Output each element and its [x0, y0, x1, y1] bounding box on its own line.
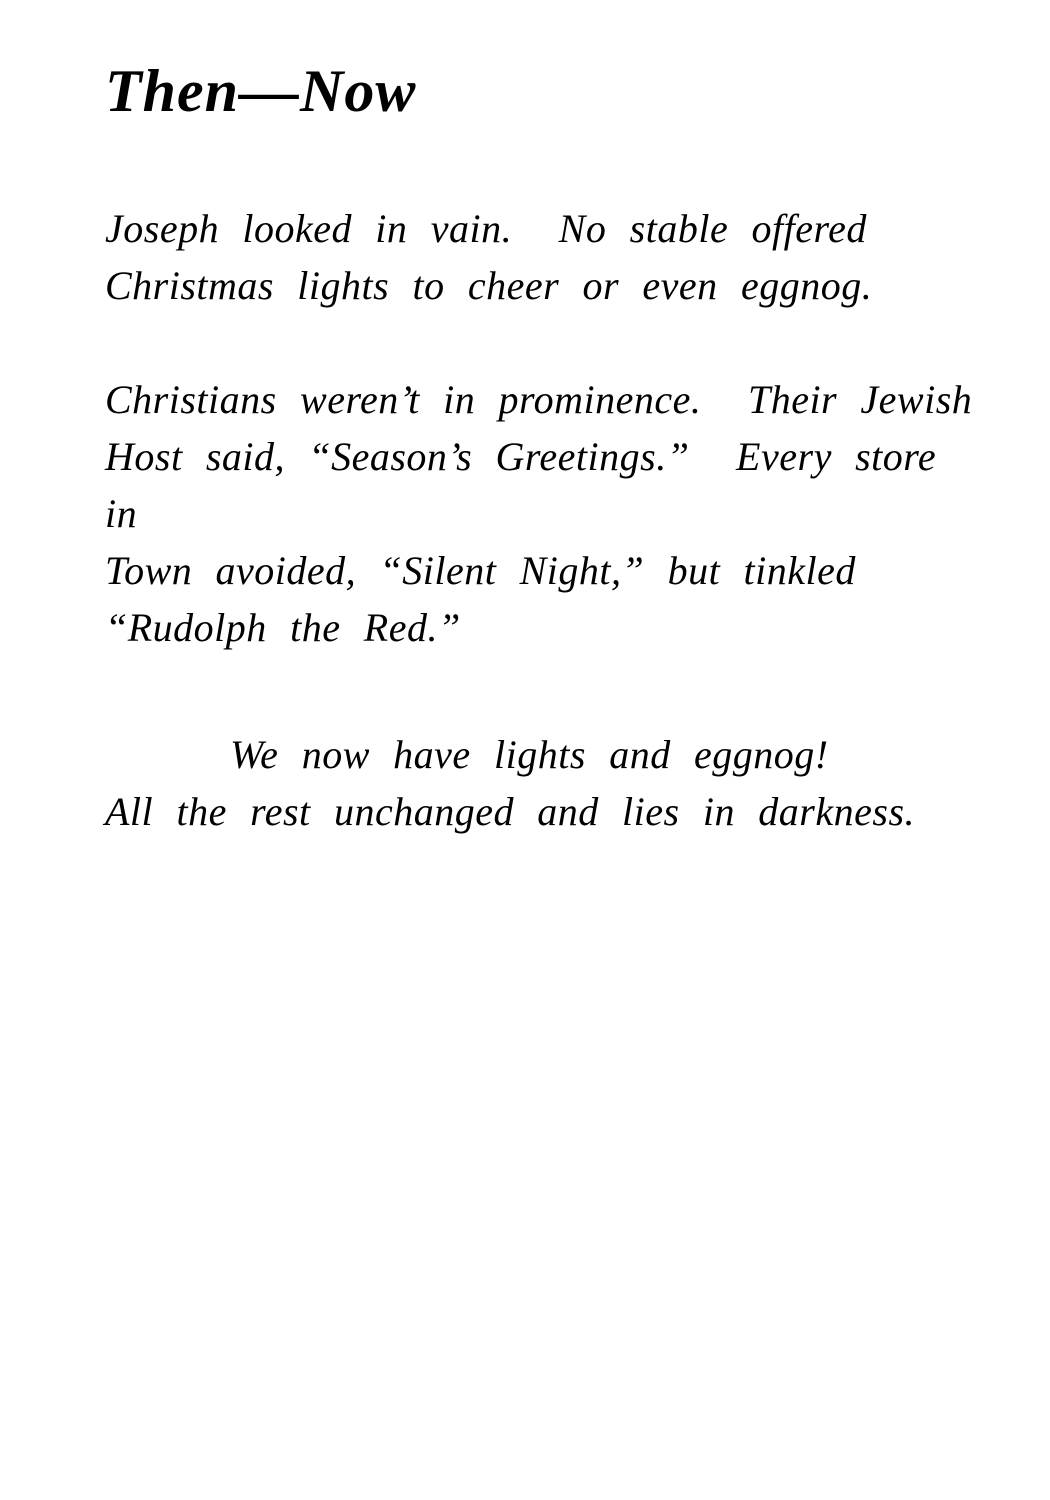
stanza: [105, 371, 980, 656]
poem-content: [105, 58, 980, 897]
poem-line: “Rudolph the Red.”: [105, 605, 461, 650]
poem-line: We now have lights and eggnog!: [230, 732, 829, 777]
poem-body: [105, 200, 980, 840]
poem-line: Host said, “Season’s Greetings.” Every store in: [105, 434, 960, 536]
poem-line: Town avoided, “Silent Night,” but tinkled: [105, 548, 856, 593]
poem-line: Christians weren’t in prominence. Their Jewish: [105, 377, 973, 422]
poem-title: Then—Now: [105, 58, 417, 124]
poem-line: All the rest unchanged and lies in darkness.: [105, 789, 916, 834]
poem-line: Christmas lights to cheer or even eggnog.: [105, 263, 873, 308]
stanza: [105, 200, 980, 314]
stanza: [105, 726, 980, 840]
poem-line: Joseph looked in vain. No stable offered: [105, 206, 867, 251]
